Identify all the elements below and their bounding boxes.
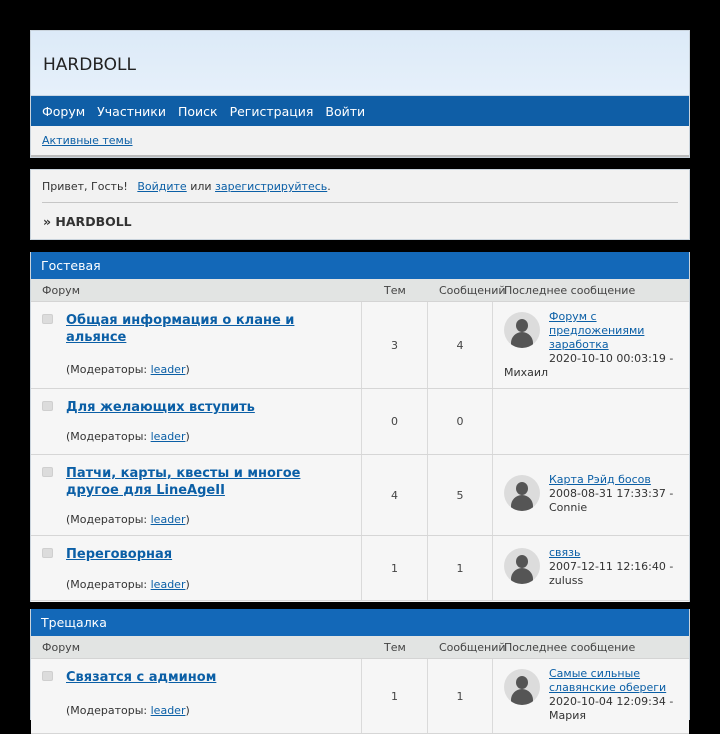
- forum-title-link[interactable]: Патчи, карты, квесты и многое другое для LineAgeII: [66, 466, 301, 498]
- breadcrumb: » HARDBOLL: [43, 214, 132, 229]
- posts-count: 5: [428, 455, 493, 535]
- forum-row: [31, 302, 689, 389]
- nav-members[interactable]: Участники: [97, 103, 166, 119]
- forum-title-link[interactable]: Связатся с админом: [66, 670, 217, 685]
- moderator-link[interactable]: leader: [150, 513, 186, 526]
- divider: [42, 202, 678, 203]
- moderators: (Модераторы: leader): [66, 430, 190, 443]
- category-title: Трещалка: [31, 609, 689, 636]
- last-post: [493, 389, 689, 454]
- posts-count: 0: [428, 389, 493, 454]
- col-posts: Сообщений: [439, 641, 506, 654]
- site-header: [30, 30, 690, 158]
- forum-row: [31, 659, 689, 734]
- last-post-date: 2020-10-10 00:03:19 -: [549, 352, 674, 365]
- last-post-date: 2008-08-31 17:33:37 -: [549, 487, 674, 500]
- last-post-user: zuluss: [549, 574, 584, 587]
- col-last-post: Последнее сообщение: [504, 284, 636, 297]
- topics-count: 1: [362, 659, 428, 733]
- posts-count: 1: [428, 536, 493, 600]
- last-post-link[interactable]: Форум с предложениями заработка: [549, 310, 645, 351]
- posts-count: 4: [428, 302, 493, 388]
- login-link[interactable]: Войдите: [137, 180, 187, 193]
- category-guest: [30, 252, 690, 602]
- topics-count: 1: [362, 536, 428, 600]
- forum-row: [31, 455, 689, 536]
- nav-login[interactable]: Войти: [325, 103, 366, 119]
- register-link[interactable]: зарегистрируйтесь: [215, 180, 328, 193]
- last-post: [493, 302, 689, 388]
- col-forum: Форум: [42, 641, 80, 654]
- moderators: (Модераторы: leader): [66, 363, 190, 376]
- nav-forum[interactable]: Форум: [42, 103, 86, 119]
- category-title: Гостевая: [31, 252, 689, 279]
- title-bar: [31, 31, 689, 96]
- active-topics-link[interactable]: Активные темы: [42, 134, 133, 147]
- last-post-date: 2020-10-04 12:09:34 -: [549, 695, 674, 708]
- nav-register[interactable]: Регистрация: [229, 103, 314, 119]
- moderator-link[interactable]: leader: [150, 430, 186, 443]
- last-post-date: 2007-12-11 12:16:40 -: [549, 560, 674, 573]
- topics-count: 0: [362, 389, 428, 454]
- or-text: или: [190, 180, 212, 193]
- last-post-link[interactable]: связь: [549, 546, 581, 559]
- moderator-link[interactable]: leader: [150, 578, 186, 591]
- site-title: HARDBOLL: [43, 55, 137, 75]
- moderators: (Модераторы: leader): [66, 704, 190, 717]
- col-last-post: Последнее сообщение: [504, 641, 636, 654]
- forum-title-link[interactable]: Переговорная: [66, 547, 173, 562]
- column-headers: [31, 279, 689, 302]
- last-post: [493, 659, 689, 733]
- forum-status-icon: [42, 314, 53, 324]
- col-topics: Тем: [384, 641, 406, 654]
- col-topics: Тем: [384, 284, 406, 297]
- category-chatter: [30, 609, 690, 720]
- col-forum: Форум: [42, 284, 80, 297]
- avatar-icon: [504, 669, 540, 705]
- col-posts: Сообщений: [439, 284, 506, 297]
- greeting-line: [42, 180, 331, 193]
- avatar-icon: [504, 475, 540, 511]
- main-nav: [31, 96, 689, 126]
- forum-row: [31, 389, 689, 455]
- last-post-user: Мария: [549, 709, 586, 722]
- forum-status-icon: [42, 671, 53, 681]
- moderator-link[interactable]: leader: [150, 363, 186, 376]
- topics-count: 4: [362, 455, 428, 535]
- welcome-box: [30, 169, 690, 240]
- moderators: (Модераторы: leader): [66, 513, 190, 526]
- avatar-icon: [504, 548, 540, 584]
- sub-nav: [31, 126, 689, 157]
- last-post-link[interactable]: Самые сильные славянские обереги: [549, 667, 667, 694]
- last-post-user: Михаил: [504, 366, 549, 379]
- dot-text: .: [327, 180, 331, 193]
- nav-search[interactable]: Поиск: [177, 103, 218, 119]
- forum-row: [31, 536, 689, 601]
- forum-title-link[interactable]: Для желающих вступить: [66, 400, 255, 415]
- last-post: [493, 536, 689, 600]
- posts-count: 1: [428, 659, 493, 733]
- moderators: (Модераторы: leader): [66, 578, 190, 591]
- avatar-icon: [504, 312, 540, 348]
- forum-status-icon: [42, 548, 53, 558]
- greeting-text: Привет, Гость!: [42, 180, 128, 193]
- moderator-link[interactable]: leader: [150, 704, 186, 717]
- column-headers: [31, 636, 689, 659]
- last-post: [493, 455, 689, 535]
- forum-status-icon: [42, 401, 53, 411]
- last-post-user: Connie: [549, 501, 588, 514]
- forum-status-icon: [42, 467, 53, 477]
- forum-title-link[interactable]: Общая информация о клане и альянсе: [66, 313, 295, 345]
- topics-count: 3: [362, 302, 428, 388]
- last-post-link[interactable]: Карта Рэйд босов: [549, 473, 651, 486]
